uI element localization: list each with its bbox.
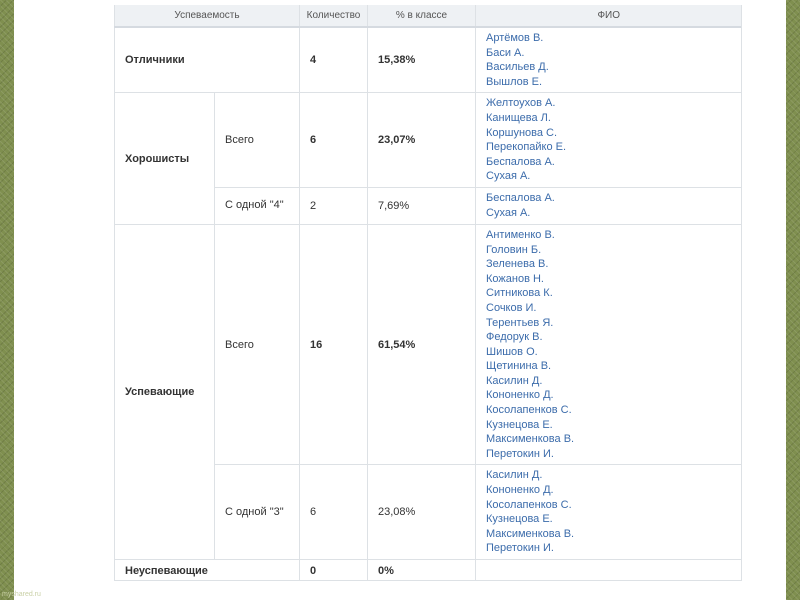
cell-names-empty [476, 560, 742, 582]
row-label-failing: Неуспевающие [115, 560, 300, 582]
cell-count: 0 [300, 560, 368, 582]
row-label-excellent: Отличники [115, 27, 300, 93]
header-row [115, 5, 742, 27]
student-name: Кузнецова Е. [486, 513, 553, 526]
sublabel-one-four: С одной "4" [215, 187, 300, 224]
sublabel-total: Всего [215, 224, 300, 465]
table-row [115, 224, 742, 465]
student-name: Касилин Д. [486, 469, 543, 482]
student-name: Перекопайко Е. [486, 141, 567, 154]
row-label-good: Хорошисты [115, 93, 215, 225]
student-name: Ситникова К. [486, 287, 553, 300]
student-name: Васильев Д. [486, 61, 549, 74]
table-row [115, 560, 742, 582]
header-count: Количество [300, 5, 368, 27]
header-performance: Успеваемость [115, 5, 300, 27]
student-name: Вышлов Е. [486, 75, 543, 88]
student-name: Федорук В. [486, 331, 543, 344]
cell-percent: 15,38% [368, 27, 476, 93]
student-name: Максименкова В. [486, 527, 575, 540]
slide [14, 0, 786, 600]
student-name: Артёмов В. [486, 32, 544, 44]
header-percent: % в классе [368, 5, 476, 27]
sublabel-total: Всего [215, 93, 300, 188]
student-name: Максименкова В. [486, 433, 575, 446]
student-name: Перетокин И. [486, 542, 554, 555]
cell-count: 4 [300, 27, 368, 93]
student-name: Касилин Д. [486, 374, 543, 387]
cell-percent: 23,07% [368, 93, 476, 188]
cell-names [476, 27, 742, 93]
cell-count: 6 [300, 93, 368, 188]
student-name: Сочков И. [486, 301, 537, 314]
student-name: Перетокин И. [486, 447, 554, 460]
student-name: Сухая А. [486, 206, 531, 219]
student-name: Шишов О. [486, 345, 538, 358]
student-name: Кожанов Н. [486, 272, 544, 285]
student-name: Антименко В. [486, 228, 555, 241]
table-row [115, 93, 742, 188]
student-name: Баси А. [486, 46, 525, 59]
student-name: Терентьев Я. [486, 316, 554, 329]
student-name: Щетинина В. [486, 360, 552, 373]
cell-names [476, 465, 742, 560]
student-name: Косолапенков С. [486, 404, 572, 417]
slide-frame-left [14, 0, 60, 600]
cell-count: 2 [300, 187, 368, 224]
student-name: Беспалова А. [486, 192, 555, 205]
student-name: Зеленева В. [486, 258, 549, 271]
grades-table [114, 5, 742, 581]
table-row [115, 27, 742, 93]
cell-percent: 61,54% [368, 224, 476, 465]
slide-frame-right [740, 0, 786, 600]
cell-names [476, 224, 742, 465]
grades-table-container [114, 5, 742, 581]
sublabel-one-three: С одной "3" [215, 465, 300, 560]
cell-percent: 7,69% [368, 187, 476, 224]
cell-names [476, 187, 742, 224]
header-names: ФИО [476, 5, 742, 27]
cell-names [476, 93, 742, 188]
student-name: Головин Б. [486, 243, 542, 256]
cell-percent: 0% [368, 560, 476, 582]
student-name: Беспалова А. [486, 155, 555, 168]
cell-count: 16 [300, 224, 368, 465]
student-name: Сухая А. [486, 170, 531, 183]
row-label-passing: Успевающие [115, 224, 215, 559]
watermark-text: myshared.ru [2, 591, 41, 598]
student-name: Коршунова С. [486, 126, 558, 139]
student-name: Кузнецова Е. [486, 418, 553, 431]
cell-count: 6 [300, 465, 368, 560]
student-name: Кононенко Д. [486, 484, 554, 497]
student-name: Желтоухов А. [486, 97, 556, 110]
cell-percent: 23,08% [368, 465, 476, 560]
student-name: Косолапенков С. [486, 498, 572, 511]
student-name: Кононенко Д. [486, 389, 554, 402]
student-name: Канищева Л. [486, 111, 551, 124]
